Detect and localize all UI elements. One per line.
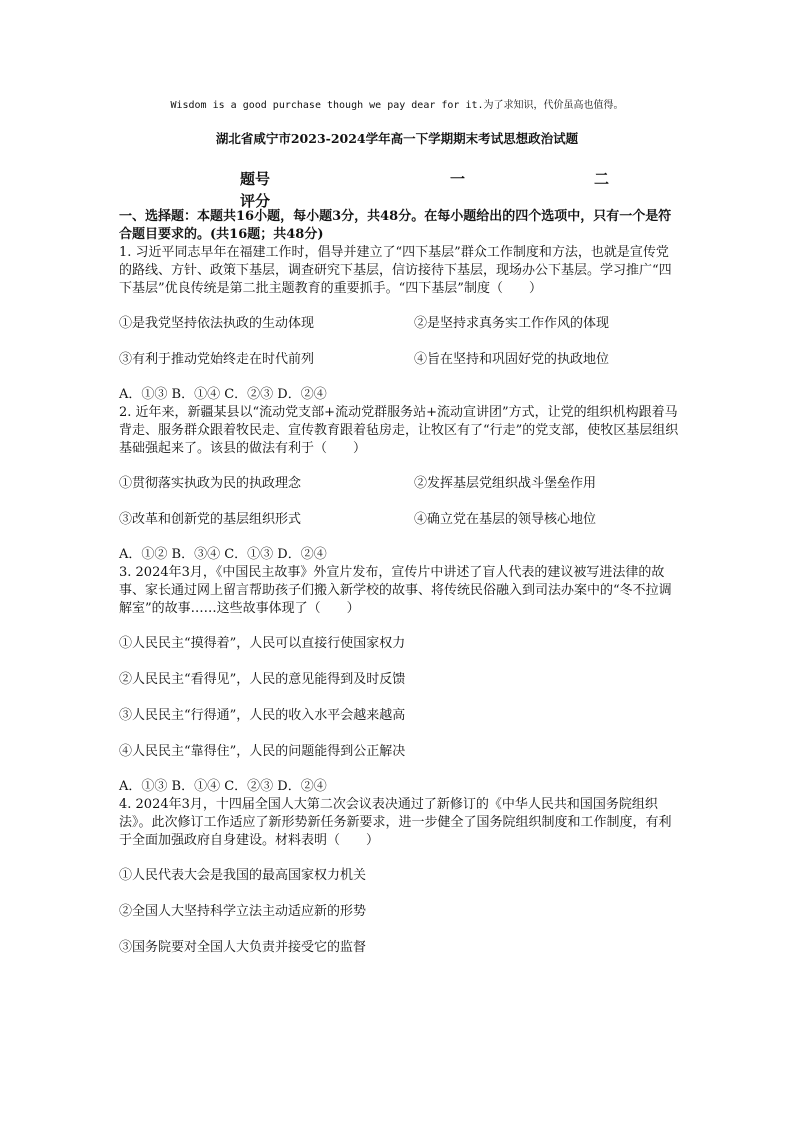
question-2-option-3: ③改革和创新党的基层组织形式 bbox=[119, 512, 302, 527]
score-table-label-score: 评分 bbox=[240, 192, 271, 210]
question-3-stem: 3. 2024年3月，《中国民主故事》外宣片发布，宣传片中讲述了盲人代表的建议被写进法律的故事、家长通过网上留言帮助孩子们搬入新学校的故事、将传统民俗融入到司法办案中的“冬不拉调解室”的故事……这些故事体现了（ ） bbox=[119, 565, 672, 616]
question-4-option-3: ③国务院要对全国人大负责并接受它的监督 bbox=[119, 940, 367, 955]
score-table-column-one: 一 bbox=[450, 170, 466, 188]
question-3-option-1: ①人民民主“摸得着”，人民可以直接行使国家权力 bbox=[119, 636, 406, 651]
question-1-option-row-1 bbox=[119, 306, 679, 342]
score-table-column-two: 二 bbox=[594, 170, 610, 188]
question-1-option-row-2 bbox=[119, 342, 679, 378]
question-2-answer-choices: A．①② B．③④ C．①③ D．②④ bbox=[119, 547, 327, 562]
question-4-stem: 4. 2024年3月，十四届全国人大第二次会议表决通过了新修订的《中华人民共和国国务院组织法》。此次修订工作适应了新形势新任务新要求，进一步健全了国务院组织制度和工作制度，有利于全面加强政府自身建设。材料表明（ ） bbox=[119, 797, 672, 848]
question-1-option-1: ①是我党坚持依法执政的生动体现 bbox=[119, 316, 315, 331]
question-2-option-row-2 bbox=[119, 502, 679, 538]
question-1-stem: 1. 习近平同志早年在福建工作时，倡导并建立了“四下基层”群众工作制度和方法，也就是宣传党的路线、方针、政策下基层，调查研究下基层，信访接待下基层，现场办公下基层。学习推广“四下基层”优良传统是第二批主题教育的重要抓手。“四下基层”制度（ ） bbox=[119, 245, 672, 296]
question-2-stem: 2. 近年来，新疆某县以“流动党支部+流动党群服务站+流动宣讲团”方式，让党的组织机构跟着马背走、服务群众跟着牧民走、宣传教育跟着毡房走，让牧区有了“行走”的党支部，使牧区基层组织基础强起来了。该县的做法有利于（ ） bbox=[119, 405, 679, 456]
question-4-option-2: ②全国人大坚持科学立法主动适应新的形势 bbox=[119, 904, 367, 919]
exam-content bbox=[119, 208, 679, 966]
question-1-option-3: ③有利于推动党始终走在时代前列 bbox=[119, 352, 315, 367]
question-2-option-2: ②发挥基层党组织战斗堡垒作用 bbox=[414, 476, 597, 491]
question-4-option-1: ①人民代表大会是我国的最高国家权力机关 bbox=[119, 868, 367, 883]
question-3-option-2: ②人民民主“看得见”，人民的意见能得到及时反馈 bbox=[119, 672, 406, 687]
question-1-answer-choices: A．①③ B．①④ C．②③ D．②④ bbox=[119, 387, 327, 402]
question-2-option-4: ④确立党在基层的领导核心地位 bbox=[414, 512, 597, 527]
exam-title: 湖北省咸宁市2023-2024学年高一下学期期末考试思想政治试题 bbox=[215, 131, 579, 146]
question-3-option-3: ③人民民主“行得通”，人民的收入水平会越来越高 bbox=[119, 708, 406, 723]
question-3-option-4: ④人民民主“靠得住”，人民的问题能得到公正解决 bbox=[119, 744, 406, 759]
question-3-answer-choices: A．①③ B．①④ C．②③ D．②④ bbox=[119, 779, 327, 794]
section-one-heading: 一、选择题：本题共16小题，每小题3分，共48分。在每小题给出的四个选项中，只有一个是符合题目要求的。(共16题；共48分) bbox=[119, 209, 672, 242]
score-table-label-question-number: 题号 bbox=[240, 170, 271, 188]
question-1-option-4: ④旨在坚持和巩固好党的执政地位 bbox=[414, 352, 610, 367]
question-1-option-2: ②是坚持求真务实工作作风的体现 bbox=[414, 316, 610, 331]
question-2-option-row-1 bbox=[119, 466, 679, 502]
score-table bbox=[238, 168, 628, 210]
header-quote: Wisdom is a good purchase though we pay dear for it.为了求知识，代价虽高也值得。 bbox=[170, 100, 624, 111]
question-2-option-1: ①贯彻落实执政为民的执政理念 bbox=[119, 476, 302, 491]
